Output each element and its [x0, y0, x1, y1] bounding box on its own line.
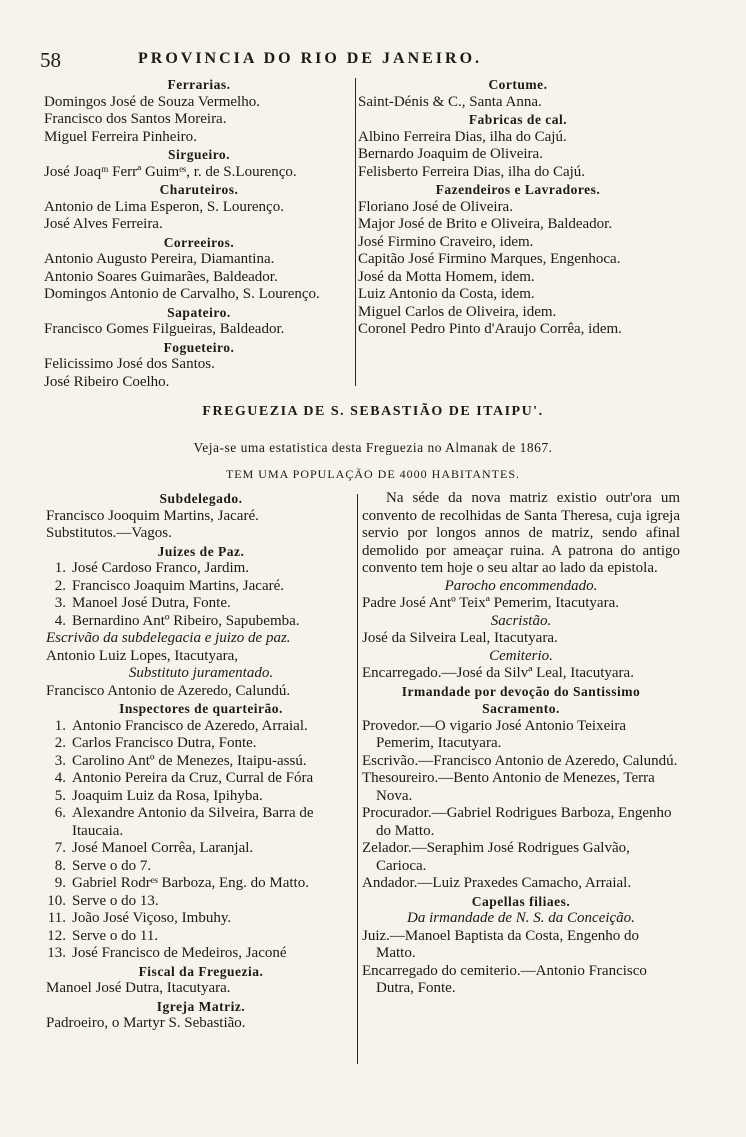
directory-entry: Andador.—Luiz Praxedes Camacho, Arraial.: [362, 875, 632, 891]
directory-entry: Zelador.—Seraphim José Rodrigues Galvão, Carioca.: [362, 840, 630, 874]
directory-entry: Saint-Dénis & C., Santa Anna.: [358, 93, 542, 110]
entry-number: 2.: [54, 735, 66, 751]
subheading: Subdelegado.: [159, 491, 243, 506]
subheading: Ferrarias.: [167, 77, 231, 92]
section-title: FREGUEZIA DE S. SEBASTIÃO DE ITAIPU'.: [202, 404, 544, 419]
entry-number: 7.: [54, 840, 66, 856]
numbered-entry: [46, 910, 356, 928]
directory-entry: Antonio Augusto Pereira, Diamantina.: [44, 251, 275, 267]
subheading: Capellas filiaes.: [471, 893, 571, 909]
italic-subheading: Da irmandade de N. S. da Conceição.: [407, 910, 635, 926]
directory-entry: José Firmino Craveiro, idem.: [358, 233, 534, 250]
column-divider: [357, 494, 358, 1064]
directory-entry: Luiz Antonio da Costa, idem.: [358, 286, 535, 302]
entry-text: Serve o do 13.: [72, 892, 159, 909]
directory-entry: Coronel Pedro Pinto d'Araujo Corrêa, idem.: [358, 321, 622, 337]
entry-text: Joaquim Luiz da Rosa, Ipihyba.: [72, 787, 263, 804]
entry-text: Francisco Joaquim Martins, Jacaré.: [72, 577, 285, 594]
directory-entry: Encarregado do cemiterio.—Antonio Francisco Dutra, Fonte.: [362, 962, 647, 996]
subheading: Igreja Matriz.: [156, 998, 246, 1014]
entry-text: Carlos Francisco Dutra, Fonte.: [72, 735, 257, 751]
numbered-entry: [46, 875, 356, 893]
numbered-entry: [46, 735, 356, 753]
directory-entry: José Joaqᵐ Ferrª Guimᵉˢ, r. de S.Lourenço.: [44, 163, 297, 180]
running-title: PROVINCIA DO RIO DE JANEIRO.: [138, 50, 483, 67]
directory-entry: Padre José Antº Teixª Pemerim, Itacutyara.: [362, 595, 619, 611]
directory-entry: Domingos José de Souza Vermelho.: [44, 93, 260, 110]
directory-entry: Provedor.—O vigario José Antonio Teixeira Pemerim, Itacutyara.: [362, 717, 627, 751]
subheading: Irmandade por devoção do Santissimo Sacramento.: [401, 683, 641, 716]
numbered-entry: [46, 770, 356, 788]
italic-line: Escrivão da subdelegacia e juizo de paz.: [46, 630, 291, 646]
entry-number: 1.: [54, 560, 66, 576]
column-divider: [355, 78, 356, 386]
entry-text: Gabriel Rodrᵉˢ Barboza, Eng. do Matto.: [72, 875, 309, 891]
directory-entry: Encarregado.—José da Silvª Leal, Itacutyara.: [362, 665, 634, 681]
subheading: Charuteiros.: [159, 182, 239, 197]
numbered-entry: [46, 893, 356, 911]
numbered-entry: [46, 560, 356, 578]
italic-subheading: Sacristão.: [490, 612, 552, 629]
subheading: Fabricas de cal.: [468, 112, 568, 127]
numbered-entry: [46, 753, 356, 771]
directory-entry: Francisco Antonio de Azeredo, Calundú.: [46, 682, 291, 699]
subheading: Sapateiro.: [167, 304, 231, 320]
subheading: Juizes de Paz.: [157, 543, 245, 559]
directory-entry: Procurador.—Gabriel Rodrigues Barboza, Engenho do Matto.: [362, 805, 672, 839]
entry-text: João José Viçoso, Imbuhy.: [72, 910, 232, 926]
entry-number: 4.: [54, 770, 66, 786]
numbered-entry: [46, 595, 356, 613]
entry-number: 9.: [54, 875, 66, 891]
directory-entry: Felicissimo José dos Santos.: [44, 356, 215, 372]
top-right-column: [358, 76, 678, 339]
subheading: Correeiros.: [163, 234, 235, 250]
entry-number: 11.: [47, 910, 66, 926]
entry-number: 6.: [54, 805, 66, 821]
italic-subheading: Cemiterio.: [489, 647, 553, 664]
subheading: Fogueteiro.: [163, 339, 235, 355]
directory-entry: José Ribeiro Coelho.: [44, 373, 170, 390]
entry-number: 3.: [54, 752, 66, 769]
subheading: Cortume.: [488, 77, 548, 92]
directory-entry: José da Silveira Leal, Itacutyara.: [362, 630, 558, 646]
entry-number: 12.: [47, 927, 66, 944]
numbered-entry: [46, 613, 356, 631]
paragraph: Na séde da nova matriz existio outr'ora um convento de recolhidas de Santa Theresa, cuja igreja servio por longos annos de matriz, sendo afinal demolido por ameaçar ruina. A patrona do antigo convento tem hoje o seu altar ao lado da epistola.: [362, 490, 680, 576]
directory-entry: Thesoureiro.—Bento Antonio de Menezes, Terra Nova.: [362, 770, 655, 804]
entry-number: 4.: [54, 612, 66, 629]
directory-entry: Bernardo Joaquim de Oliveira.: [358, 146, 543, 162]
entry-number: 8.: [54, 857, 66, 874]
numbered-entry: [46, 928, 356, 946]
entry-number: 5.: [54, 787, 66, 804]
numbered-entry: [46, 578, 356, 596]
subheading: Fazendeiros e Lavradores.: [435, 182, 601, 197]
entry-number: 10.: [47, 892, 66, 909]
directory-entry: Miguel Ferreira Pinheiro.: [44, 128, 197, 145]
page-number: 58: [40, 48, 61, 72]
directory-entry: Antonio de Lima Esperon, S. Lourenço.: [44, 198, 284, 215]
entry-text: Bernardino Antº Ribeiro, Sapubemba.: [72, 612, 300, 629]
directory-entry: Floriano José de Oliveira.: [358, 198, 513, 215]
entry-number: 13.: [47, 945, 66, 961]
italic-subheading: Parocho encommendado.: [444, 577, 598, 594]
directory-entry: Francisco Jooquim Martins, Jacaré.: [46, 507, 259, 524]
directory-entry: José Alves Ferreira.: [44, 216, 163, 232]
numbered-entry: [46, 805, 356, 840]
entry-text: Alexandre Antonio da Silveira, Barra de Itaucaia.: [72, 805, 314, 839]
entry-number: 3.: [54, 595, 66, 611]
bottom-right-column: [362, 490, 680, 998]
directory-entry: José da Motta Homem, idem.: [358, 268, 535, 285]
directory-entry: Juiz.—Manoel Baptista da Costa, Engenho do Matto.: [362, 927, 640, 961]
entry-text: Carolino Antº de Menezes, Itaipu-assú.: [72, 752, 307, 769]
numbered-entry: [46, 945, 356, 963]
entry-text: Antonio Francisco de Azeredo, Arraial.: [72, 717, 308, 734]
population-line: TEM UMA POPULAÇÃO DE 4000 HABITANTES.: [225, 467, 521, 481]
directory-entry: Antonio Soares Guimarães, Baldeador.: [44, 268, 278, 285]
numbered-entry: [46, 788, 356, 806]
directory-entry: Major José de Brito e Oliveira, Baldeador.: [358, 216, 613, 232]
top-left-column: [44, 76, 354, 391]
directory-entry: Albino Ferreira Dias, ilha do Cajú.: [358, 128, 567, 145]
directory-entry: Capitão José Firmino Marques, Engenhoca.: [358, 251, 621, 267]
page-header: [40, 48, 680, 72]
entry-number: 2.: [54, 577, 66, 594]
numbered-entry: [46, 718, 356, 736]
entry-text: Serve o do 11.: [72, 927, 159, 944]
entry-number: 1.: [54, 717, 66, 734]
directory-entry: Domingos Antonio de Carvalho, S. Lourenço.: [44, 286, 320, 302]
subheading: Inspectores de quarteirão.: [119, 701, 283, 716]
directory-entry: Miguel Carlos de Oliveira, idem.: [358, 303, 557, 320]
directory-entry: Francisco dos Santos Moreira.: [44, 111, 227, 127]
directory-entry: Francisco Gomes Filgueiras, Baldeador.: [44, 321, 285, 337]
entry-text: José Francisco de Medeiros, Jaconé: [72, 945, 287, 961]
numbered-entry: [46, 858, 356, 876]
directory-entry: Felisberto Ferreira Dias, ilha do Cajú.: [358, 163, 586, 180]
directory-entry: Substitutos.—Vagos.: [46, 525, 172, 541]
directory-entry: Manoel José Dutra, Itacutyara.: [46, 980, 231, 996]
subheading: Fiscal da Freguezia.: [138, 963, 264, 979]
entry-text: Manoel José Dutra, Fonte.: [72, 595, 231, 611]
entry-text: José Manoel Corrêa, Laranjal.: [72, 840, 254, 856]
bottom-left-column: [46, 490, 356, 1033]
directory-entry: Antonio Luiz Lopes, Itacutyara,: [46, 647, 239, 664]
subheading: Sirgueiro.: [167, 147, 231, 162]
numbered-entry: [46, 840, 356, 858]
entry-text: Serve o do 7.: [72, 857, 152, 874]
italic-subheading: Substituto juramentado.: [128, 665, 274, 681]
directory-entry: Escrivão.—Francisco Antonio de Azeredo, Calundú.: [362, 752, 678, 769]
entry-text: José Cardoso Franco, Jardim.: [72, 560, 250, 576]
entry-text: Antonio Pereira da Cruz, Curral de Fóra: [72, 770, 314, 786]
directory-entry: Padroeiro, o Martyr S. Sebastião.: [46, 1015, 246, 1031]
statistics-note: Veja-se uma estatistica desta Freguezia no Almanak de 1867.: [193, 440, 553, 455]
